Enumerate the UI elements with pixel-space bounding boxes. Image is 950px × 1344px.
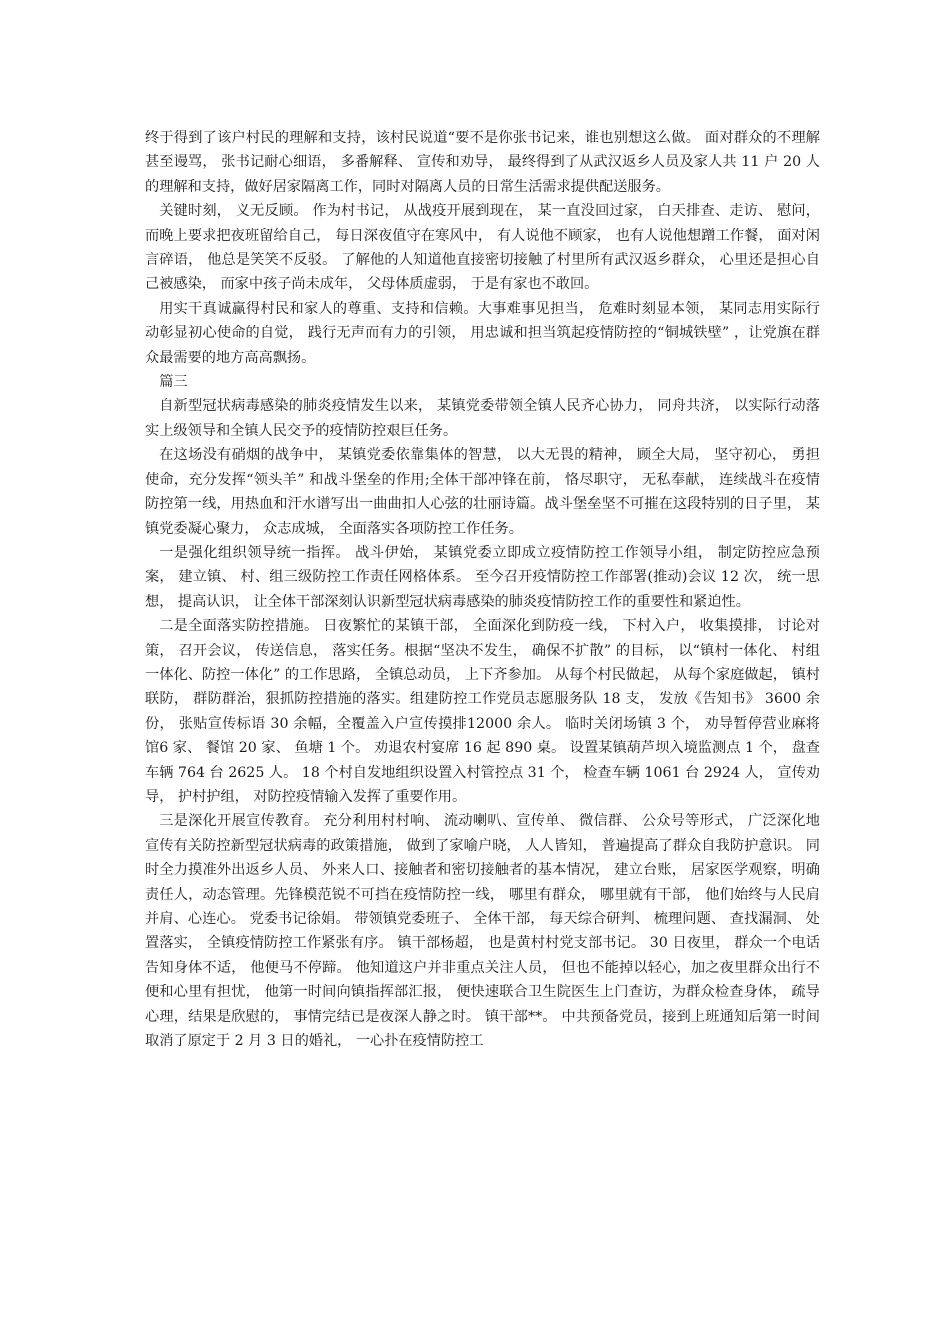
paragraph-4: 自新型冠状病毒感染的肺炎疫情发生以来， 某镇党委带领全镇人民齐心协力， 同舟共济， 以实际行动落实上级领导和全镇人民交予的疫情防控艰巨任务。 [145,398,820,439]
paragraph-8: 三是深化开展宣传教育。 充分利用村村响、 流动喇叭、宣传单、 微信群、 公众号等形式， 广泛深化地宣传有关防控新型冠状病毒的政策措施， 做到了家喻户晓， 人人皆知， 普遍提高了群众自我防护意识。 同时全力摸准外出返乡人员、 外来人口、接触者和密切接触者的基本情况， 建立台账， 居家医学观察，明确责任人，动态管理。先锋模范锐不可挡在疫情防控一线， 哪里有群众， 哪里就有干部， 他们始终与人民肩并肩、心连心。 党委书记徐娟。 带领镇党委班子、 全体干部， 每天综合研判、 梳理问题、 查找漏洞、 处置落实， 全镇疫情防控工作紧张有序。 镇干部杨超， 也是黄村村党支部书记。 30 日夜里， 群众一个电话告知身体不适， 他便马不停蹄。 他知道这户并非重点关注人员， 但也不能掉以轻心，加之夜里群众出行不便和心里有担忧， 他第一时间向镇指挥部汇报， 便快速联合卫生院医生上门查访，为群众检查身体， 疏导心理，结果是欣慰的， 事情完结已是夜深人静之时。 镇干部**。 中共预备党员，接到上班通知后第一时间取消了原定于 2 月 3 日的婚礼， 一心扑在疫情防控工 [145,813,820,1050]
document-body [145,126,820,1053]
paragraph-3: 用实干真诚赢得村民和家人的尊重、支持和信赖。大事难事见担当， 危难时刻显本领， 某同志用实际行动彰显初心使命的自觉， 践行无声而有力的引领， 用忠诚和担当筑起疫情防控的“铜城铁壁” ，让党旗在群众最需要的地方高高飘扬。 [145,300,820,366]
section-heading: 篇三 [159,374,188,391]
paragraph-1: 终于得到了该户村民的理解和支持，该村民说道“要不是你张书记来，谁也别想这么做。 面对群众的不理解甚至谩骂， 张书记耐心细语， 多番解释、 宣传和劝导， 最终得到了从武汉返乡人员及家人共 11 户 20 人的理解和支持，做好居家隔离工作，同时对隔离人员的日常生活需求提供配送服务。 [145,130,820,195]
paragraph-5: 在这场没有硝烟的战争中， 某镇党委依靠集体的智慧， 以大无畏的精神， 顾全大局， 坚守初心， 勇担使命，充分发挥“领头羊” 和战斗堡垒的作用;全体干部冲锋在前， 恪尽职守， 无私奉献， 连续战斗在疫情防控第一线，用热血和汗水谱写出一曲曲扣人心弦的壮丽诗篇。战斗堡垒坚不可摧在这段特别的日子里， 某镇党委凝心聚力， 众志成城， 全面落实各项防控工作任务。 [145,447,820,537]
paragraph-2: 关键时刻， 义无反顾。 作为村书记， 从战疫开展到现在， 某一直没回过家， 白天排查、走访、 慰问， 而晚上要求把夜班留给自己， 每日深夜值守在寒风中， 有人说他不顾家， 也有人说他想蹭工作餐， 面对闲言碎语， 他总是笑笑不反驳。 了解他的人知道他直接密切接触了村里所有武汉返乡群众， 心里还是担心自己被感染， 而家中孩子尚未成年， 父母体质虚弱， 于是有家也不敢回。 [145,203,820,293]
paragraph-6: 一是强化组织领导统一指挥。 战斗伊始， 某镇党委立即成立疫情防控工作领导小组， 制定防控应急预案， 建立镇、 村、组三级防控工作责任网格体系。 至今召开疫情防控工作部署(推动)会议 12 次， 统一思想， 提高认识， 让全体干部深刻认识新型冠状病毒感染的肺炎疫情防控工作的重要性和紧迫性。 [145,544,820,610]
paragraph-7: 二是全面落实防控措施。 日夜繁忙的某镇干部， 全面深化到防疫一线， 下村入户， 收集摸排， 讨论对策， 召开会议， 传送信息， 落实任务。根据“坚决不发生， 确保不扩散” 的目标， 以“镇村一体化、 村组一体化、防控一体化” 的工作思路， 全镇总动员， 上下齐参加。 从每个村民做起， 从每个家庭做起， 镇村联防， 群防群治，狠抓防控措施的落实。组建防控工作党员志愿服务队 18 支， 发放《告知书》 3600 余份， 张贴宣传标语 30 余幅，全覆盖入户宣传摸排12000 余人。 临时关闭场镇 3 个， 劝导暂停营业麻将馆6 家、 餐馆 20 家、 鱼塘 1 个。 劝退农村宴席 16 起 890 桌。 设置某镇葫芦坝入境监测点 1 个， 盘查车辆 764 台 2625 人。 18 个村自发地组织设置入村管控点 31 个， 检查车辆 1061 台 2924 人， 宣传劝导， 护村护组， 对防控疫情输入发挥了重要作用。 [145,618,820,805]
